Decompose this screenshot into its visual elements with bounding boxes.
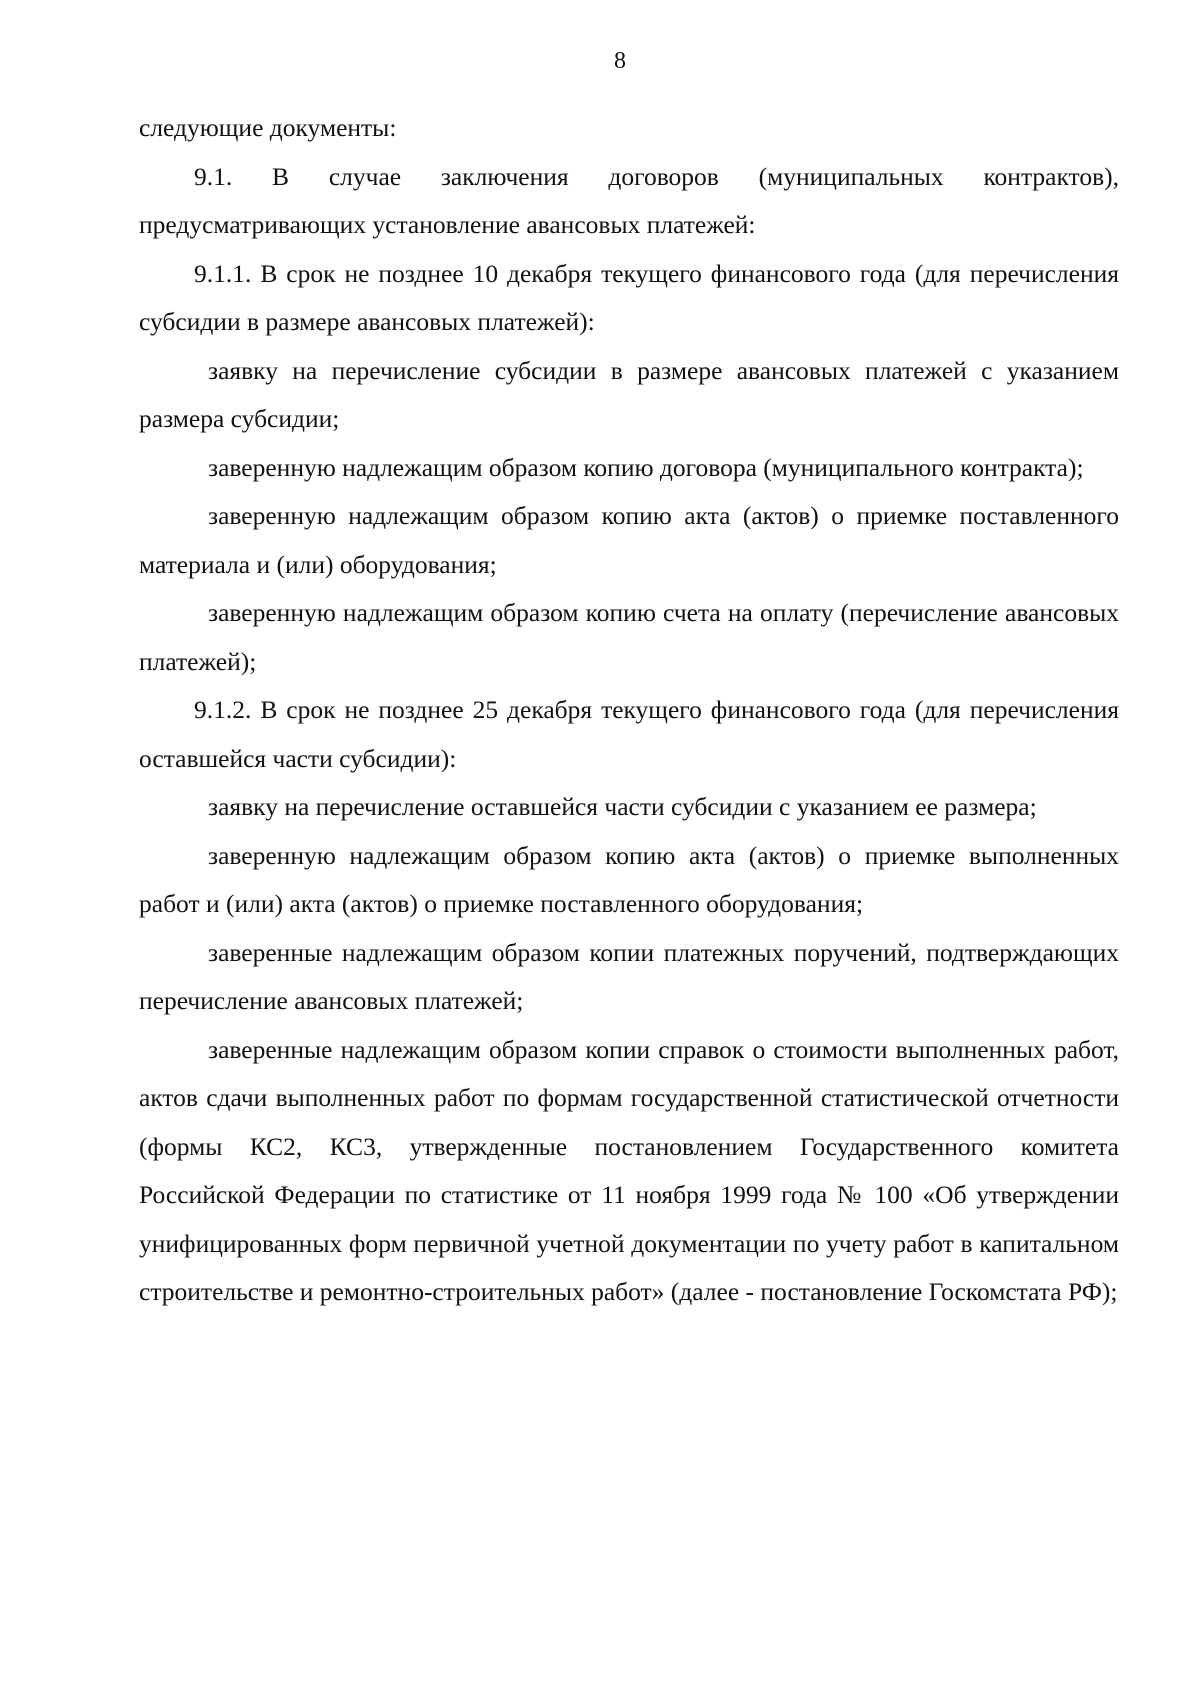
paragraph-advance-request: заявку на перечисление субсидии в размере авансовых платежей с указанием размера субсидии;	[139, 355, 1119, 433]
paragraph-contract-copy: заверенную надлежащим образом копию договора (муниципального контракта);	[208, 452, 1084, 482]
paragraph-material-acceptance-act: заверенную надлежащим образом копию акта (актов) о приемке поставленного материала и (или) оборудования;	[139, 501, 1119, 579]
paragraph-invoice-copy: заверенную надлежащим образом копию счета на оплату (перечисление авансовых платежей);	[139, 598, 1119, 676]
page-number: 8	[614, 48, 626, 74]
paragraph-cost-certificates: заверенные надлежащим образом копии справок о стоимости выполненных работ, актов сдачи выполненных работ по формам государственной статистической отчетности (формы КС2, КС3, утвержденные постановлением Государственного комитета Российской Федерации по статистике от 11 ноября 1999 года № 100 «Об утверждении унифицированных форм первичной учетной документации по учету работ в капитальном строительстве и ремонтно-строительных работ» (далее - постановление Госкомстата РФ);	[139, 1034, 1119, 1306]
paragraph-9-1: 9.1. В случае заключения договоров (муниципальных контрактов), предусматривающих установление авансовых платежей:	[139, 161, 1119, 239]
paragraph-intro: следующие документы:	[139, 113, 397, 142]
paragraph-remaining-request: заявку на перечисление оставшейся части субсидии с указанием ее размера;	[208, 792, 1037, 821]
paragraph-9-1-1: 9.1.1. В срок не позднее 10 декабря текущего финансового года (для перечисления субсидии в размере авансовых платежей):	[139, 258, 1119, 336]
paragraph-9-1-2: 9.1.2. В срок не позднее 25 декабря текущего финансового года (для перечисления оставшейся части субсидии):	[139, 695, 1119, 773]
paragraph-payment-orders: заверенные надлежащим образом копии платежных поручений, подтверждающих перечисление авансовых платежей;	[139, 937, 1119, 1015]
document-body	[139, 104, 1119, 1317]
paragraph-works-acceptance-act: заверенную надлежащим образом копию акта (актов) о приемке выполненных работ и (или) акта (актов) о приемке поставленного оборудования;	[139, 840, 1119, 918]
